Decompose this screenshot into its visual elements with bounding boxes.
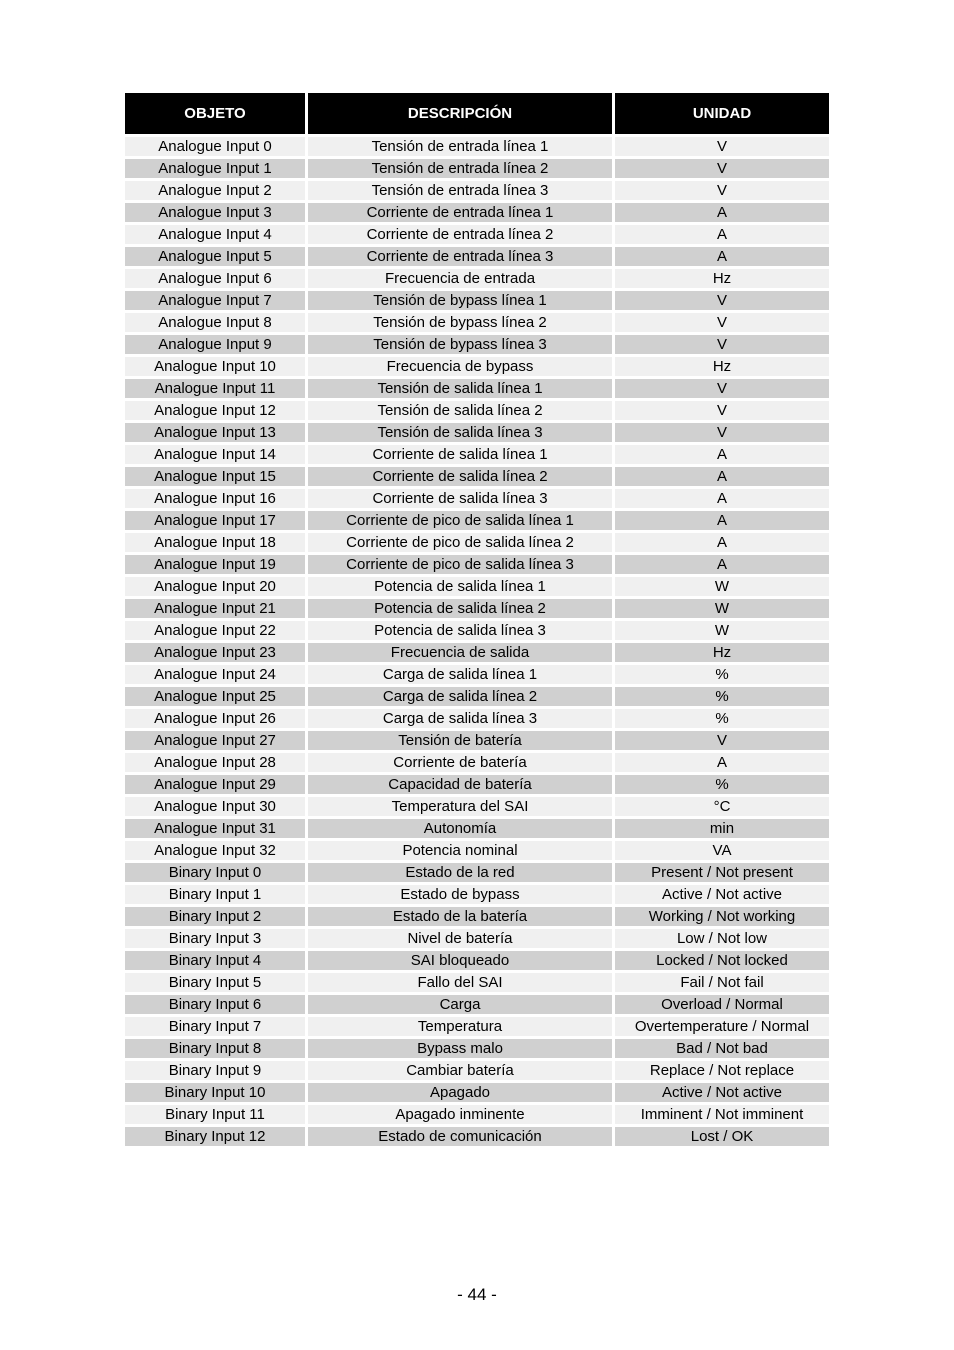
cell-objeto: Binary Input 8: [125, 1039, 305, 1058]
cell-descripcion: Estado de la red: [308, 863, 612, 882]
cell-descripcion: Corriente de salida línea 2: [308, 467, 612, 486]
table-row: [125, 1105, 829, 1124]
table-row: [125, 467, 829, 486]
cell-descripcion: Corriente de entrada línea 1: [308, 203, 612, 222]
header-objeto: OBJETO: [125, 93, 305, 134]
cell-objeto: Binary Input 12: [125, 1127, 305, 1146]
cell-unidad: Hz: [615, 269, 829, 288]
cell-descripcion: Corriente de pico de salida línea 3: [308, 555, 612, 574]
cell-unidad: A: [615, 533, 829, 552]
table-row: [125, 181, 829, 200]
cell-unidad: Active / Not active: [615, 885, 829, 904]
cell-descripcion: Tensión de entrada línea 1: [308, 137, 612, 156]
cell-objeto: Analogue Input 0: [125, 137, 305, 156]
table-row: [125, 973, 829, 992]
cell-unidad: A: [615, 467, 829, 486]
table-row: [125, 159, 829, 178]
cell-descripcion: Carga: [308, 995, 612, 1014]
cell-descripcion: Estado de la batería: [308, 907, 612, 926]
table-row: [125, 797, 829, 816]
cell-unidad: Imminent / Not imminent: [615, 1105, 829, 1124]
table-row: [125, 511, 829, 530]
cell-unidad: Hz: [615, 643, 829, 662]
cell-objeto: Analogue Input 12: [125, 401, 305, 420]
header-descripcion: DESCRIPCIÓN: [308, 93, 612, 134]
cell-unidad: %: [615, 687, 829, 706]
cell-descripcion: Apagado: [308, 1083, 612, 1102]
cell-descripcion: Frecuencia de entrada: [308, 269, 612, 288]
cell-descripcion: Autonomía: [308, 819, 612, 838]
cell-unidad: A: [615, 511, 829, 530]
cell-unidad: V: [615, 401, 829, 420]
cell-unidad: Working / Not working: [615, 907, 829, 926]
cell-descripcion: Tensión de batería: [308, 731, 612, 750]
cell-objeto: Binary Input 6: [125, 995, 305, 1014]
cell-unidad: A: [615, 555, 829, 574]
cell-descripcion: Carga de salida línea 1: [308, 665, 612, 684]
cell-objeto: Binary Input 1: [125, 885, 305, 904]
table-row: [125, 577, 829, 596]
table-row: [125, 863, 829, 882]
cell-descripcion: Corriente de batería: [308, 753, 612, 772]
cell-objeto: Analogue Input 31: [125, 819, 305, 838]
cell-objeto: Analogue Input 13: [125, 423, 305, 442]
cell-objeto: Binary Input 11: [125, 1105, 305, 1124]
cell-unidad: V: [615, 181, 829, 200]
table-row: [125, 423, 829, 442]
cell-unidad: V: [615, 379, 829, 398]
cell-objeto: Analogue Input 15: [125, 467, 305, 486]
cell-unidad: %: [615, 665, 829, 684]
cell-objeto: Analogue Input 8: [125, 313, 305, 332]
cell-descripcion: Tensión de salida línea 1: [308, 379, 612, 398]
table-row: [125, 907, 829, 926]
cell-objeto: Analogue Input 10: [125, 357, 305, 376]
cell-unidad: A: [615, 489, 829, 508]
cell-objeto: Analogue Input 17: [125, 511, 305, 530]
cell-unidad: %: [615, 775, 829, 794]
cell-objeto: Analogue Input 25: [125, 687, 305, 706]
cell-descripcion: Frecuencia de salida: [308, 643, 612, 662]
cell-descripcion: Capacidad de batería: [308, 775, 612, 794]
cell-unidad: A: [615, 753, 829, 772]
cell-descripcion: Fallo del SAI: [308, 973, 612, 992]
cell-unidad: Overload / Normal: [615, 995, 829, 1014]
cell-descripcion: Tensión de salida línea 3: [308, 423, 612, 442]
table-row: [125, 489, 829, 508]
cell-objeto: Analogue Input 4: [125, 225, 305, 244]
cell-objeto: Analogue Input 7: [125, 291, 305, 310]
cell-descripcion: Estado de bypass: [308, 885, 612, 904]
cell-objeto: Binary Input 9: [125, 1061, 305, 1080]
cell-descripcion: Temperatura del SAI: [308, 797, 612, 816]
table-row: [125, 665, 829, 684]
table-row: [125, 951, 829, 970]
cell-objeto: Analogue Input 3: [125, 203, 305, 222]
table-row: [125, 841, 829, 860]
cell-descripcion: Tensión de entrada línea 2: [308, 159, 612, 178]
table-row: [125, 819, 829, 838]
table-row: [125, 445, 829, 464]
cell-unidad: A: [615, 445, 829, 464]
cell-unidad: Low / Not low: [615, 929, 829, 948]
cell-unidad: Replace / Not replace: [615, 1061, 829, 1080]
cell-objeto: Analogue Input 20: [125, 577, 305, 596]
table-row: [125, 313, 829, 332]
cell-descripcion: Temperatura: [308, 1017, 612, 1036]
table-header-row: [125, 93, 829, 134]
cell-objeto: Analogue Input 21: [125, 599, 305, 618]
header-unidad: UNIDAD: [615, 93, 829, 134]
cell-objeto: Binary Input 4: [125, 951, 305, 970]
cell-unidad: V: [615, 335, 829, 354]
cell-unidad: A: [615, 203, 829, 222]
table-row: [125, 247, 829, 266]
table-row: [125, 137, 829, 156]
table-row: [125, 709, 829, 728]
table-row: [125, 555, 829, 574]
cell-objeto: Analogue Input 1: [125, 159, 305, 178]
cell-descripcion: Tensión de entrada línea 3: [308, 181, 612, 200]
cell-descripcion: Apagado inminente: [308, 1105, 612, 1124]
table-row: [125, 533, 829, 552]
cell-objeto: Analogue Input 23: [125, 643, 305, 662]
table-row: [125, 643, 829, 662]
cell-descripcion: Potencia nominal: [308, 841, 612, 860]
table-row: [125, 401, 829, 420]
cell-objeto: Analogue Input 26: [125, 709, 305, 728]
cell-unidad: V: [615, 159, 829, 178]
cell-descripcion: Potencia de salida línea 2: [308, 599, 612, 618]
table-row: [125, 357, 829, 376]
cell-objeto: Binary Input 3: [125, 929, 305, 948]
cell-objeto: Analogue Input 16: [125, 489, 305, 508]
table-row: [125, 225, 829, 244]
cell-objeto: Analogue Input 29: [125, 775, 305, 794]
table-row: [125, 379, 829, 398]
table-row: [125, 621, 829, 640]
cell-objeto: Analogue Input 22: [125, 621, 305, 640]
table-row: [125, 1083, 829, 1102]
table-row: [125, 775, 829, 794]
table-row: [125, 203, 829, 222]
table-row: [125, 291, 829, 310]
cell-objeto: Analogue Input 28: [125, 753, 305, 772]
cell-objeto: Analogue Input 6: [125, 269, 305, 288]
cell-objeto: Analogue Input 18: [125, 533, 305, 552]
page-number: - 44 -: [457, 1285, 497, 1304]
cell-descripcion: Corriente de salida línea 3: [308, 489, 612, 508]
cell-objeto: Binary Input 0: [125, 863, 305, 882]
table-row: [125, 335, 829, 354]
cell-unidad: °C: [615, 797, 829, 816]
cell-objeto: Analogue Input 24: [125, 665, 305, 684]
cell-descripcion: Bypass malo: [308, 1039, 612, 1058]
table-row: [125, 929, 829, 948]
cell-descripcion: SAI bloqueado: [308, 951, 612, 970]
cell-descripcion: Corriente de entrada línea 2: [308, 225, 612, 244]
table-row: [125, 1127, 829, 1146]
cell-objeto: Analogue Input 2: [125, 181, 305, 200]
cell-unidad: W: [615, 599, 829, 618]
cell-unidad: Hz: [615, 357, 829, 376]
cell-descripcion: Tensión de bypass línea 1: [308, 291, 612, 310]
cell-descripcion: Nivel de batería: [308, 929, 612, 948]
cell-objeto: Analogue Input 14: [125, 445, 305, 464]
cell-descripcion: Estado de comunicación: [308, 1127, 612, 1146]
table-row: [125, 1039, 829, 1058]
cell-descripcion: Potencia de salida línea 1: [308, 577, 612, 596]
cell-objeto: Binary Input 2: [125, 907, 305, 926]
cell-objeto: Analogue Input 19: [125, 555, 305, 574]
table-row: [125, 687, 829, 706]
cell-unidad: Locked / Not locked: [615, 951, 829, 970]
cell-unidad: VA: [615, 841, 829, 860]
table-row: [125, 731, 829, 750]
cell-descripcion: Corriente de pico de salida línea 2: [308, 533, 612, 552]
cell-unidad: V: [615, 423, 829, 442]
cell-unidad: %: [615, 709, 829, 728]
cell-unidad: V: [615, 731, 829, 750]
cell-objeto: Binary Input 5: [125, 973, 305, 992]
cell-descripcion: Potencia de salida línea 3: [308, 621, 612, 640]
cell-unidad: W: [615, 577, 829, 596]
cell-unidad: min: [615, 819, 829, 838]
cell-unidad: Active / Not active: [615, 1083, 829, 1102]
cell-descripcion: Corriente de entrada línea 3: [308, 247, 612, 266]
cell-objeto: Binary Input 10: [125, 1083, 305, 1102]
table-row: [125, 995, 829, 1014]
cell-objeto: Analogue Input 30: [125, 797, 305, 816]
cell-unidad: Bad / Not bad: [615, 1039, 829, 1058]
cell-unidad: W: [615, 621, 829, 640]
cell-unidad: A: [615, 225, 829, 244]
table-row: [125, 269, 829, 288]
cell-objeto: Analogue Input 5: [125, 247, 305, 266]
cell-unidad: Overtemperature / Normal: [615, 1017, 829, 1036]
table-row: [125, 1017, 829, 1036]
cell-objeto: Analogue Input 27: [125, 731, 305, 750]
table-row: [125, 885, 829, 904]
cell-descripcion: Cambiar batería: [308, 1061, 612, 1080]
table-row: [125, 599, 829, 618]
cell-descripcion: Carga de salida línea 2: [308, 687, 612, 706]
cell-descripcion: Tensión de bypass línea 3: [308, 335, 612, 354]
cell-objeto: Analogue Input 11: [125, 379, 305, 398]
cell-objeto: Analogue Input 9: [125, 335, 305, 354]
cell-unidad: A: [615, 247, 829, 266]
cell-unidad: V: [615, 291, 829, 310]
cell-unidad: Present / Not present: [615, 863, 829, 882]
cell-objeto: Binary Input 7: [125, 1017, 305, 1036]
cell-unidad: V: [615, 137, 829, 156]
cell-descripcion: Frecuencia de bypass: [308, 357, 612, 376]
table-body: [125, 137, 829, 1146]
table-row: [125, 753, 829, 772]
cell-unidad: V: [615, 313, 829, 332]
cell-descripcion: Corriente de salida línea 1: [308, 445, 612, 464]
cell-descripcion: Tensión de bypass línea 2: [308, 313, 612, 332]
cell-descripcion: Tensión de salida línea 2: [308, 401, 612, 420]
cell-descripcion: Carga de salida línea 3: [308, 709, 612, 728]
cell-descripcion: Corriente de pico de salida línea 1: [308, 511, 612, 530]
table-row: [125, 1061, 829, 1080]
cell-objeto: Analogue Input 32: [125, 841, 305, 860]
cell-unidad: Fail / Not fail: [615, 973, 829, 992]
objects-table: [125, 93, 829, 1149]
cell-unidad: Lost / OK: [615, 1127, 829, 1146]
